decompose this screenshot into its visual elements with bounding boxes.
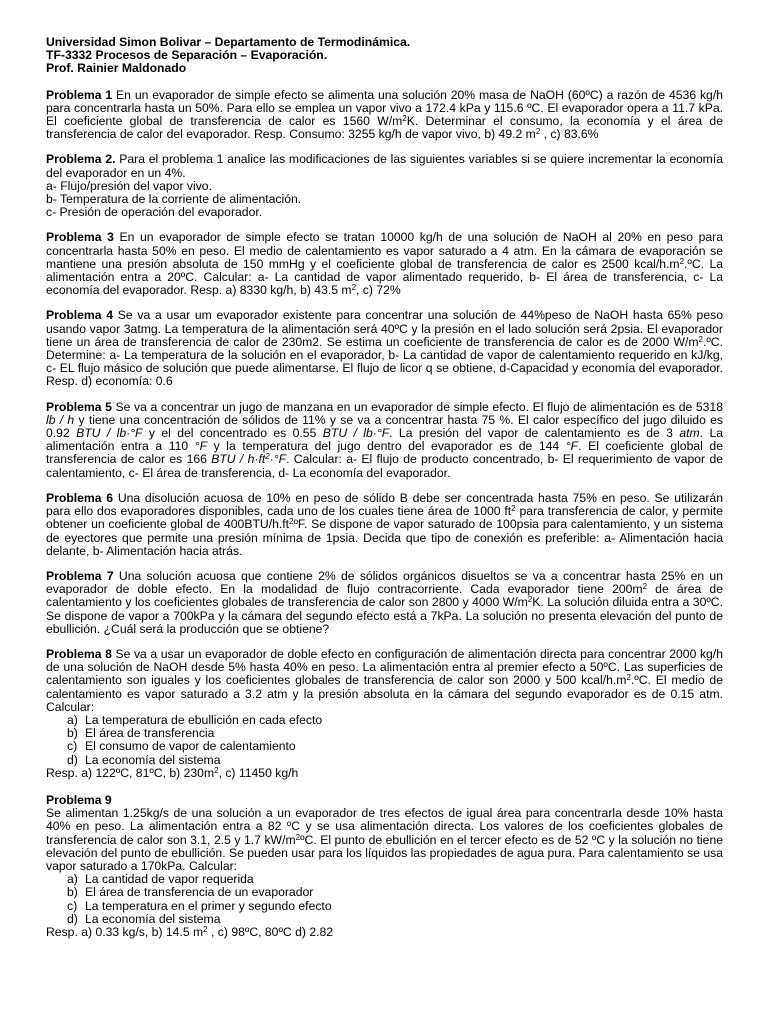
problem-text: . Calcular: a- El flujo de producto concentrado, b- El requerimiento de vapor de calentamiento, c- El área de transferencia, d- La economía del evaporador. [46, 452, 723, 480]
problem-text: y la temperatura del jugo dentro del evaporador es de 144 [207, 439, 566, 454]
superscript: 2 [351, 283, 357, 293]
problem-text: K. La solución diluida entra a 30ºC. Se dispone de vapor a 700kPa y la cámara del segundo efecto está a 7kPa. La solución no presenta elevación del punto de ebullición. ¿Cuál será la producción que se obtiene? [46, 595, 723, 636]
superscript: 2 [289, 517, 294, 527]
answer-text: , c) 98ºC, 80ºC d) 2.82 [207, 924, 334, 939]
problem-title: Problema 7 [46, 568, 114, 583]
problem-3 [46, 231, 723, 297]
answer-text: , c) 11450 kg/h [218, 765, 299, 780]
problem-text: de área de calentamiento y los coeficientes globales de transferencia de calor son 2800 y 4000 W/m [46, 582, 723, 610]
superscript: 2 [265, 452, 270, 462]
problem-text: , c) 72% [356, 283, 401, 298]
list-marker: c) [67, 739, 78, 754]
list-item-text: El área de transferencia de un evaporador [85, 885, 314, 900]
problem-5 [46, 401, 723, 480]
list-item-text: La economía del sistema [85, 911, 221, 926]
list-item-text: La economía del sistema [85, 752, 221, 767]
list-marker: d) [67, 752, 78, 767]
problem-9 [46, 794, 723, 939]
problem-text: .ºC. La alimentación entra a 20ºC. Calcular: a- La cantidad de vapor alimentado requerido, b- El área de transferencia, c- La economía del evaporador. Resp. a) 8330 kg/h, b) 43.5 m [46, 256, 723, 298]
header-course: TF-3332 Procesos de Separación – Evaporación. [46, 48, 328, 63]
question-list [46, 873, 723, 926]
question-list [46, 714, 723, 767]
unit-formula: atm [679, 426, 700, 441]
problem-text: Para el problema 1 analice las modificaciones de las siguientes variables si se quiere incrementar la economía del evaporador en un 4%. [46, 152, 723, 180]
list-item-text: El consumo de vapor de calentamiento [85, 739, 296, 754]
list-marker: a) [67, 712, 78, 727]
problem-text: K. Determinar el consumo, la economía y el área de transferencia de calor del evaporador. Resp. Consumo: 3255 kg/h de vapor vivo, b) 49.2 m [46, 114, 723, 142]
problem-text: En un evaporador de simple efecto se alimenta una solución 20% masa de NaOH (60ºC) a razón de 4536 kg/h para concentrarla hasta un 50%. Para ello se emplea un vapor vivo a 172.4 kPa y 115.6 ºC. El evaporador opera a 11.7 kPa. El coeficiente global de transferencia de calor es 1560 W/m [46, 87, 723, 129]
problem-text: Se va a concentrar un jugo de manzana en un evaporador de simple efecto. El flujo de alimentación es de 5318 [111, 399, 723, 414]
problem-6 [46, 492, 723, 558]
problem-text: .ºC. Determine: a- La temperatura de la solución en el evaporador, b- La cantidad de vapor de calentamiento requerido en kJ/kg, c- EL flujo másico de solución que puede alimentarse. El flujo de licor q se obtiene, d-Capacidad y economía del evaporador. Resp. d) economía: 0.6 [46, 334, 723, 389]
list-item: c- Presión de operación del evaporador. [46, 205, 263, 220]
problem-title: Problema 2. [46, 152, 116, 167]
superscript: 2 [698, 334, 703, 344]
list-marker: b) [67, 885, 78, 900]
superscript: 2 [679, 256, 685, 266]
problem-8 [46, 648, 723, 780]
superscript: 2 [295, 832, 301, 842]
list-marker: a) [67, 872, 78, 887]
problem-title: Problema 1 [46, 87, 113, 102]
list-item [67, 911, 723, 926]
header-professor: Prof. Rainier Maldonado [46, 61, 187, 76]
unit-formula: °F [194, 439, 208, 454]
problem-title: Problema 5 [46, 399, 112, 414]
document-page [46, 36, 723, 939]
list-item-text: La temperatura en el primer y segundo efecto [85, 898, 332, 913]
superscript: 2 [642, 582, 648, 592]
problem-text: Se alimentan 1.25kg/s de una solución a un evaporador de tres efectos de igual área para concentrarla desde 10% hasta 40% en peso. La alimentación entra a 82 ºC y se usa alimentación directa. Los valores de los coeficientes globales de transferencia de calor son 3.1, 2.5 y 1.7 kW/m [46, 806, 723, 847]
problem-text: y el del concentrado es 0.55 [142, 426, 323, 441]
list-marker: b) [67, 726, 78, 741]
header-university: Universidad Simon Bolivar – Departamento de Termodinámica. [46, 35, 411, 49]
problem-text: , c) 83.6% [540, 127, 599, 142]
list-marker: d) [67, 911, 78, 926]
problem-text: . El coeficiente global de transferencia de calor es 166 [46, 439, 723, 467]
unit-formula: BTU / lb·°F [322, 426, 390, 441]
problem-text: Se va a usar um evaporador existente para concentrar una solución de 44%peso de NaOH hasta 65% peso usando vapor 3atmg. La temperatura de la alimentación será 40ºC y la presión en el lado solución será 2psia. El evaporador tiene un área de transferencia de calor de 230m2. Se estima un coeficiente de transferencia de calor es de 2000 W/m [46, 308, 723, 349]
superscript: 2 [203, 924, 208, 934]
answer-text: Resp. a) 122ºC, 81ºC, b) 230m [46, 765, 215, 780]
superscript: 2 [535, 127, 541, 137]
problem-text: Una disolución acuosa de 10% en peso de sólido B debe ser concentrada hasta 75% en peso. Se utilizarán para ello dos evaporadores disponibles, cada uno de los cuales tiene área de 1000 ft [46, 490, 723, 519]
problem-text: . La alimentación entra a 110 [46, 426, 724, 454]
superscript: 2 [402, 114, 407, 124]
list-marker: c) [67, 898, 78, 913]
problem-title: Problema 9 [46, 792, 112, 807]
list-item-text: La cantidad de vapor requerida [85, 872, 254, 887]
list-item-text: El área de transferencia [85, 726, 215, 741]
problem-text: Se va a usar un evaporador de doble efecto en configuración de alimentación directa para concentrar 2000 kg/h de una solución de NaOH desde 5% hasta 40% en peso. La alimentación entra al premier efecto a 50ºC. Las superficies de calentamiento son iguales y los coeficientes globales de transferencia de calor son 2000 y 500 kcal/h.m [46, 646, 723, 688]
superscript: 2 [626, 673, 631, 683]
list-item [67, 752, 723, 767]
list-item-text: La temperatura de ebullición en cada efecto [85, 712, 323, 727]
problem-text: . La presión del vapor de calentamiento es de 3 [389, 426, 680, 441]
unit-formula: °F [565, 439, 579, 454]
unit-formula: BTU / h·ft [211, 452, 266, 467]
problem-title: Problema 4 [46, 308, 114, 323]
document-header [46, 36, 723, 76]
problem-text: ºF. Se dispone de vapor saturado de 100psia para calentamiento, y un sistema de eyectores que permite una presión mínima de 1psia. Decida que tipo de conexión es preferible: a- Alimentación hacia delante, b- Alimentación hacia atrás. [46, 517, 723, 558]
unit-formula: ·°F [269, 452, 287, 467]
unit-formula: BTU / lb·°F [76, 426, 143, 441]
problem-text: para transferencia de calor, y permite obtener un coeficiente global de 400BTU/h.ft [46, 504, 723, 532]
problem-text: Una solución acuosa que contiene 2% de sólidos orgánicos disueltos se va a concentrar hasta 25% en un evaporador de doble efecto. En la modalidad de flujo contracorriente. Cada evaporador tiene 200m [46, 568, 723, 597]
superscript: 2 [214, 765, 219, 775]
superscript: 2 [511, 504, 516, 514]
problem-text: ºC. El punto de ebullición en el tercer efecto es de 52 ºC y la solución no tiene elevación del punto de ebullición. Se pueden usar para los líquidos las propiedades de agua pura. Para calentamiento se usa vapor saturado a 170kPa. Calcular: [46, 832, 723, 873]
answer-text: Resp. a) 0.33 kg/s, b) 14.5 m [46, 924, 204, 939]
problem-title: Problema 6 [46, 490, 114, 505]
problem-title: Problema 3 [46, 230, 114, 245]
problem-4 [46, 309, 723, 388]
problem-text: En un evaporador de simple efecto se tratan 10000 kg/h de una solución de NaOH al 20% en peso para concentrarla hasta 50% en peso. El medio de calentamiento es vapor saturado a 4 atm. En la cámara de evaporación se mantiene una presión absoluta de 150 mmHg y el coeficiente global de transferencia de calor es 2500 kcal/h.m [46, 230, 723, 271]
list-item: a- Flujo/presión del vapor vivo. [46, 178, 212, 193]
list-item: b- Temperatura de la corriente de alimentación. [46, 192, 302, 207]
unit-formula: lb / h [46, 412, 75, 427]
problem-text: y tiene una concentración de sólidos de 11% y se va a concentrar hasta 75 %. El calor específico del jugo diluido es 0.92 [46, 412, 723, 441]
problem-7 [46, 570, 723, 636]
problem-1 [46, 89, 723, 142]
problem-2 [46, 153, 723, 219]
problem-title: Problema 8 [46, 646, 112, 661]
problem-text: .ºC. El medio de calentamiento es vapor saturado a 3.2 atm y la presión absoluta en la cámara del segundo evaporador es de 0.15 atm. Calcular: [46, 673, 723, 714]
superscript: 2 [527, 595, 533, 605]
